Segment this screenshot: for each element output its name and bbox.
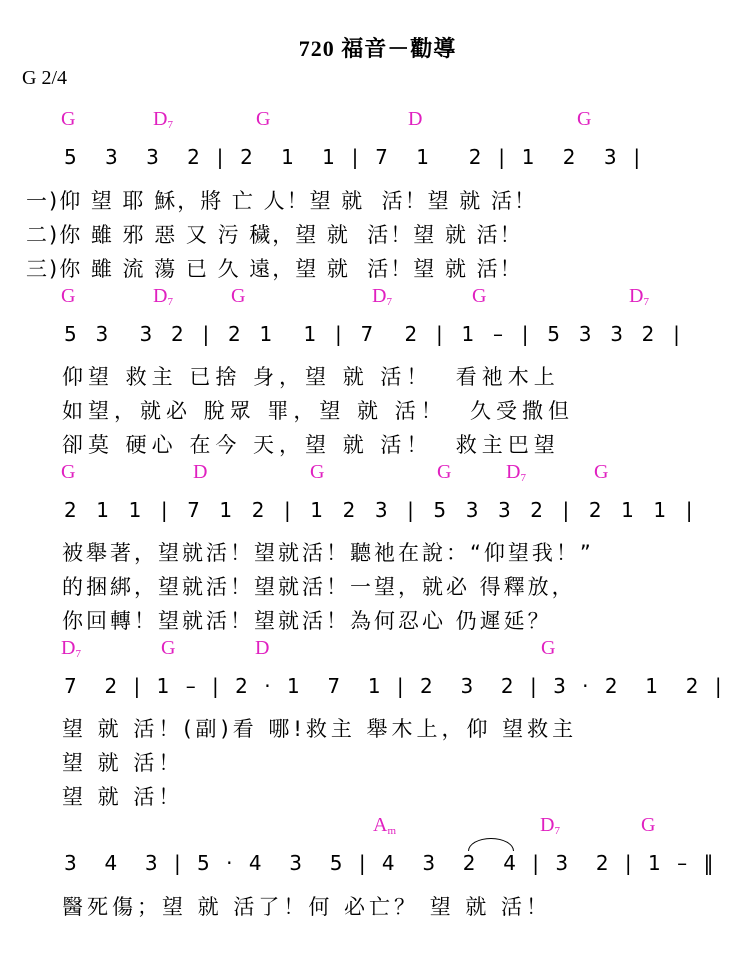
- lyric-line: 二)你 雖 邪 惡 又 污 穢，望 就 活！望 就 活！: [26, 223, 523, 247]
- notation-row: 7 2 | 1 – | 2 · 1 7 1 | 2 3 2 | 3 · 2 1 2 |: [64, 674, 727, 698]
- chord: G: [641, 814, 656, 836]
- chord: $D_7$: [629, 285, 649, 308]
- chord: G: [437, 461, 452, 483]
- lyric-line: 的捆綁，望就活！望就活！一望，就必 得釋放，: [62, 575, 576, 599]
- lyric-line: 醫死傷；望 就 活了！何 必亡？ 望 就 活！: [62, 895, 552, 919]
- tie-arc: [468, 838, 514, 851]
- chord: G: [310, 461, 325, 483]
- chord: G: [61, 461, 76, 483]
- lyric-line: 望 就 活！: [62, 785, 184, 809]
- lyric-line: 如望，就必 脫眾 罪，望 就 活！ 久受撒但: [62, 399, 575, 423]
- chord: G: [594, 461, 609, 483]
- notation-row: 2 1 1 | 7 1 2 | 1 2 3 | 5 3 3 2 | 2 1 1 |: [64, 498, 700, 522]
- lyric-line: 卻莫 硬心 在今 天，望 就 活！ 救主巴望: [62, 433, 560, 457]
- lyric-line: 你回轉！望就活！望就活！為何忍心 仍遲延？: [62, 609, 552, 633]
- notation-row: 5 3 3 2 | 2 1 1 | 7 1 2 | 1 2 3 |: [64, 145, 646, 169]
- chord: D: [193, 461, 208, 483]
- chord: G: [231, 285, 246, 307]
- page-title: 720 福音－勸導: [298, 36, 457, 61]
- chord: G: [161, 637, 176, 659]
- chord: $D_7$: [506, 461, 526, 484]
- chord: $D_7$: [153, 285, 173, 308]
- chord: $D_7$: [61, 637, 81, 660]
- chord: $D_7$: [153, 108, 173, 131]
- chord: $D_7$: [540, 814, 560, 837]
- lyric-line: 被舉著，望就活！望就活！聽祂在說：“仰望我！”: [62, 541, 594, 565]
- chord: G: [256, 108, 271, 130]
- chord: G: [61, 285, 76, 307]
- lyric-line: 仰望 救主 已捨 身，望 就 活！ 看祂木上: [62, 365, 560, 389]
- chord: G: [541, 637, 556, 659]
- chord: G: [61, 108, 76, 130]
- notation-row: 5 3 3 2 | 2 1 1 | 7 2 | 1 – | 5 3 3 2 |: [64, 322, 687, 346]
- chord: $D_7$: [372, 285, 392, 308]
- lyric-line: 一)仰 望 耶 穌，將 亡 人！望 就 活！望 就 活！: [26, 189, 537, 213]
- chord: $A_m$: [373, 814, 397, 837]
- notation-row: 3 4 3 | 5 · 4 3 5 | 4 3 2 4 | 3 2 | 1 – ‖: [64, 851, 719, 875]
- lyric-line: 三)你 雖 流 蕩 已 久 遠，望 就 活！望 就 活！: [26, 257, 523, 281]
- chord: D: [255, 637, 270, 659]
- lyric-line: 望 就 活！(副)看 哪!救主 舉木上，仰 望救主: [62, 717, 578, 741]
- chord: G: [577, 108, 592, 130]
- lyric-line: 望 就 活！: [62, 751, 184, 775]
- chord: G: [472, 285, 487, 307]
- chord: D: [408, 108, 423, 130]
- key-signature: G 2/4: [22, 67, 67, 89]
